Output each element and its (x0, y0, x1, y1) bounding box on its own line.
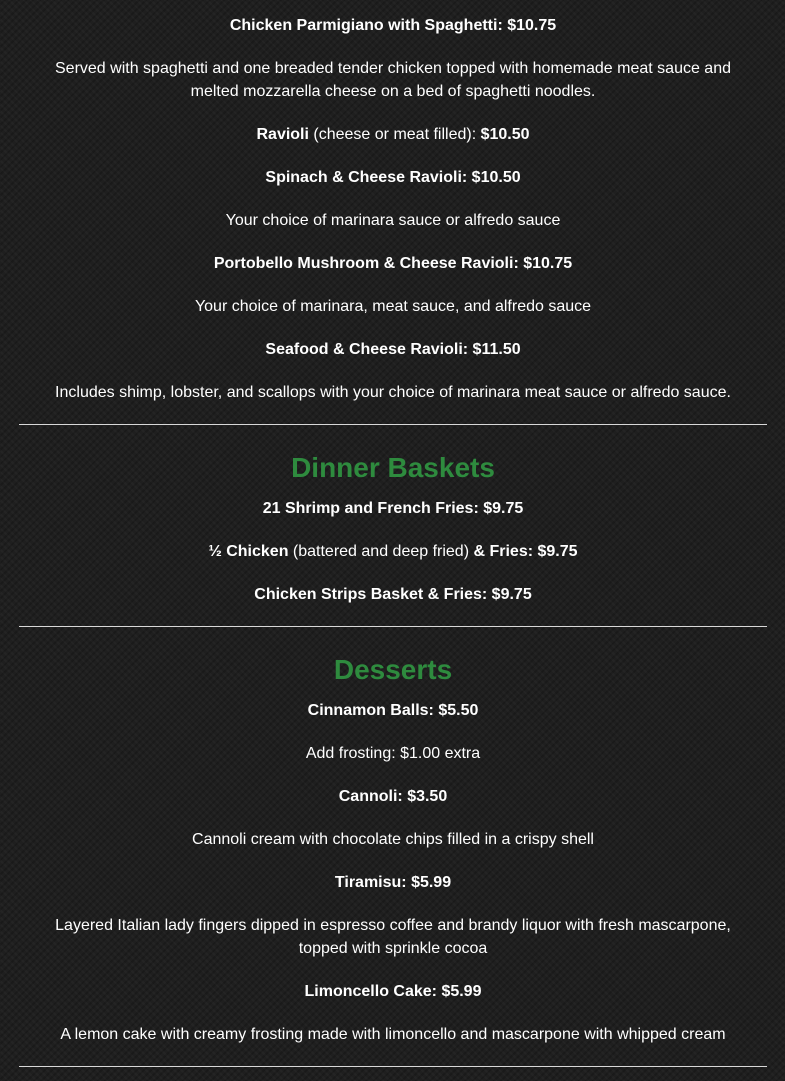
menu-item-description: Cannoli cream with chocolate chips filled in a crispy shell (192, 831, 594, 848)
section-divider (19, 626, 767, 627)
menu-item-tiramisu: Tiramisu: $5.99 (334, 874, 452, 891)
menu-item-limoncello-cake: Limoncello Cake: $5.99 (304, 983, 482, 1000)
menu-item-description: Layered Italian lady fingers dipped in espresso coffee and brandy liquor with fresh mascarpone, topped with sprinkle cocoa (55, 917, 731, 957)
menu-item-description: A lemon cake with creamy frosting made with limoncello and mascarpone with whipped cream (60, 1026, 726, 1043)
section-heading-desserts: Desserts (333, 654, 453, 685)
menu-item-spinach-ravioli: Spinach & Cheese Ravioli: $10.50 (265, 169, 521, 186)
menu-item-description: Add frosting: $1.00 extra (305, 745, 481, 762)
menu-item-name: Ravioli (256, 126, 309, 143)
menu-item-cinnamon-balls: Cinnamon Balls: $5.50 (307, 702, 479, 719)
menu-item-description: Your choice of marinara sauce or alfredo sauce (225, 212, 561, 229)
menu-item-note: (battered and deep fried) (288, 543, 474, 560)
section-heading-dinner-baskets: Dinner Baskets (291, 452, 495, 483)
menu-item-seafood-ravioli: Seafood & Cheese Ravioli: $11.50 (265, 341, 521, 358)
menu-item-chicken-strips: Chicken Strips Basket & Fries: $9.75 (254, 586, 532, 603)
menu-item-price: & Fries: $9.75 (473, 543, 578, 560)
menu-item-description: Served with spaghetti and one breaded tender chicken topped with homemade meat sauce and melted mozzarella cheese on a bed of spaghetti noodles. (55, 60, 731, 100)
section-divider (19, 424, 767, 425)
menu-item-chicken-parmigiano: Chicken Parmigiano with Spaghetti: $10.75 (229, 17, 557, 34)
section-divider (19, 1066, 767, 1067)
menu-content (19, 0, 767, 1067)
menu-item-cannoli: Cannoli: $3.50 (338, 788, 448, 805)
menu-item-description: Your choice of marinara, meat sauce, and alfredo sauce (194, 298, 592, 315)
menu-item-shrimp-fries: 21 Shrimp and French Fries: $9.75 (262, 500, 524, 517)
menu-item-description: Includes shimp, lobster, and scallops with your choice of marinara meat sauce or alfredo sauce. (55, 384, 731, 401)
menu-item-note: (cheese or meat filled): (308, 126, 481, 143)
menu-item-portobello-ravioli: Portobello Mushroom & Cheese Ravioli: $10.75 (213, 255, 573, 272)
menu-item-half-chicken (19, 540, 767, 563)
menu-item-ravioli (19, 123, 767, 146)
menu-item-name: ½ Chicken (208, 543, 289, 560)
menu-item-price: $10.50 (480, 126, 530, 143)
